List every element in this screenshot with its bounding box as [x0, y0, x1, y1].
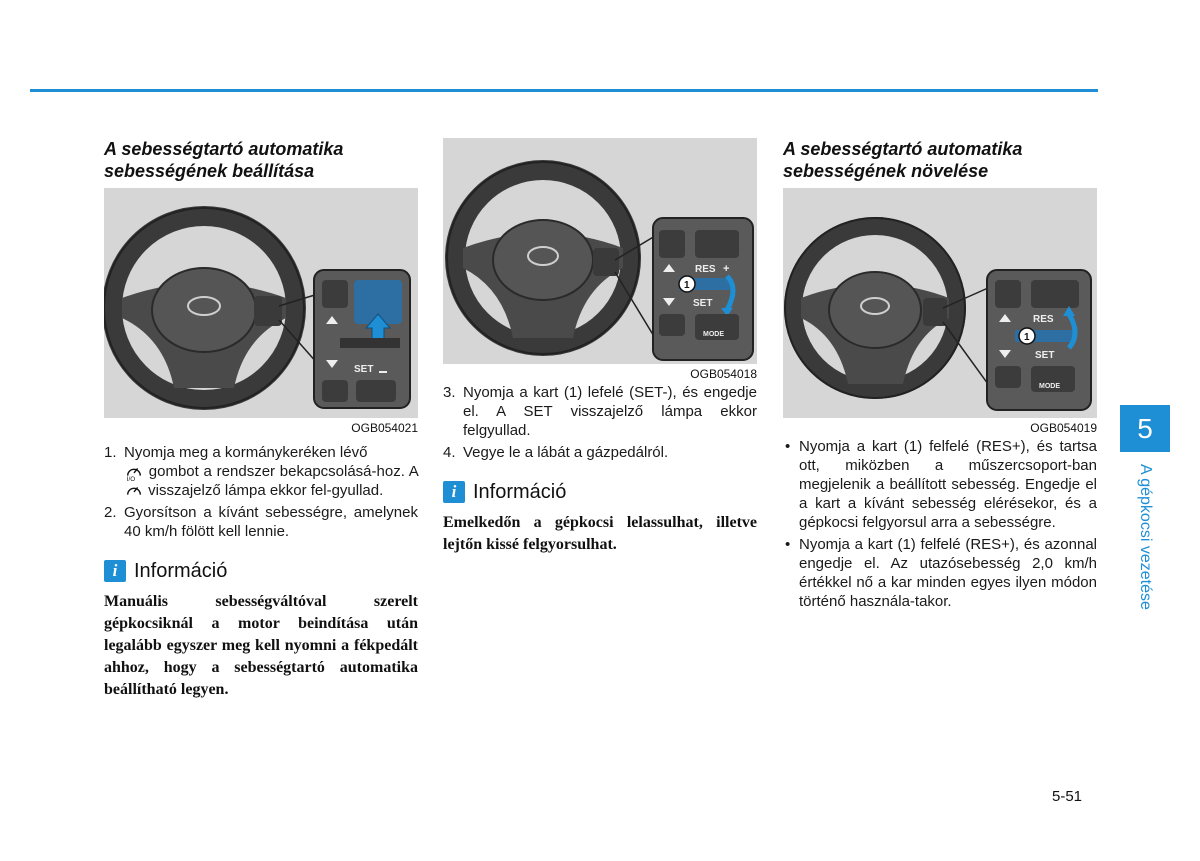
figure-label-set: SET	[1035, 350, 1055, 361]
figure-label-set: SET	[354, 364, 374, 375]
column-increase-speed	[783, 138, 1097, 614]
info-title: Információ	[134, 560, 228, 583]
info-icon: i	[443, 481, 465, 503]
cruise-control-icon	[125, 463, 143, 481]
cruise-indicator-icon	[125, 482, 143, 500]
page-number: 5-51	[1052, 788, 1083, 805]
figure-label-res: RES	[695, 264, 716, 275]
bullet-item: • Nyomja a kart (1) felfelé (RES+), és azonnal engedje el. Az utazósebesség 2,0 km/h értékkel nő a kar minden egyes ilyen módon történő használa-takor.	[783, 535, 1097, 611]
bullet-list	[783, 437, 1097, 611]
figure-label-set: SET	[693, 298, 713, 309]
info-header	[104, 559, 418, 583]
figure-steering-wheel-set-down	[443, 138, 757, 364]
info-body: Manuális sebességváltóval szerelt gépkocsiknál a motor beindítása után legalább egyszer meg kell nyomni a fékpedált ahhoz, hogy a sebességtartó automatika beállítható legyen.	[104, 593, 418, 699]
bullet-item: • Nyomja a kart (1) felfelé (RES+), és tartsa ott, miközben a műszercsoport-ban megjelenik a beállított sebesség. Engedje el a kart a kívánt sebesség elérésekor, és a gépkocsi felgyorsul arra a sebességre.	[783, 437, 1097, 532]
svg-text:I/O: I/O	[126, 476, 136, 482]
section-title-increase-speed: A sebességtartó automatika sebességének növelése	[783, 139, 1023, 181]
figure-steering-wheel-set	[104, 188, 418, 418]
svg-text:+: +	[723, 263, 730, 275]
figure-steering-wheel-res	[783, 188, 1097, 418]
info-header	[443, 480, 757, 504]
column-set-continue	[443, 138, 757, 556]
step-item: 1. Nyomja meg a kormánykeréken lévő I/O gombot a rendszer bekapcsolásá-hoz. A visszajelző lámpa ekkor fel-gyullad.	[104, 444, 418, 500]
steering-wheel-illustration	[104, 188, 418, 418]
steering-wheel-illustration	[443, 138, 757, 364]
info-title: Információ	[473, 481, 567, 503]
chapter-title: A gépkocsi vezetése	[1137, 464, 1154, 610]
steps-list	[104, 443, 418, 541]
figure-label-res: RES	[1033, 314, 1054, 325]
steps-list	[443, 383, 757, 462]
section-title-set-speed: A sebességtartó automatika sebességének beállítása	[104, 139, 344, 181]
header-rule	[30, 89, 1098, 92]
steering-wheel-illustration	[783, 188, 1097, 418]
callout-1: 1	[1024, 332, 1030, 343]
figure-label-mode: MODE	[1039, 383, 1060, 390]
figure-label-mode: MODE	[703, 331, 724, 338]
step-item: 4. Vegye le a lábát a gázpedálról.	[443, 444, 669, 461]
chapter-number-tab: 5	[1120, 405, 1170, 452]
figure-code: OGB054021	[351, 421, 418, 435]
figure-code: OGB054018	[690, 367, 757, 381]
step-item: 2. Gyorsítson a kívánt sebességre, amelynek 40 km/h fölött kell lennie.	[104, 504, 418, 541]
figure-code: OGB054019	[1030, 421, 1097, 435]
column-set-speed	[104, 138, 418, 701]
step-item: 3. Nyomja a kart (1) lefelé (SET-), és engedje el. A SET visszajelző lámpa ekkor felgyullad.	[443, 384, 757, 439]
callout-1: 1	[684, 280, 690, 291]
info-icon: i	[104, 560, 126, 582]
info-body: Emelkedőn a gépkocsi lelassulhat, illetve lejtőn kissé felgyorsulhat.	[443, 514, 757, 553]
